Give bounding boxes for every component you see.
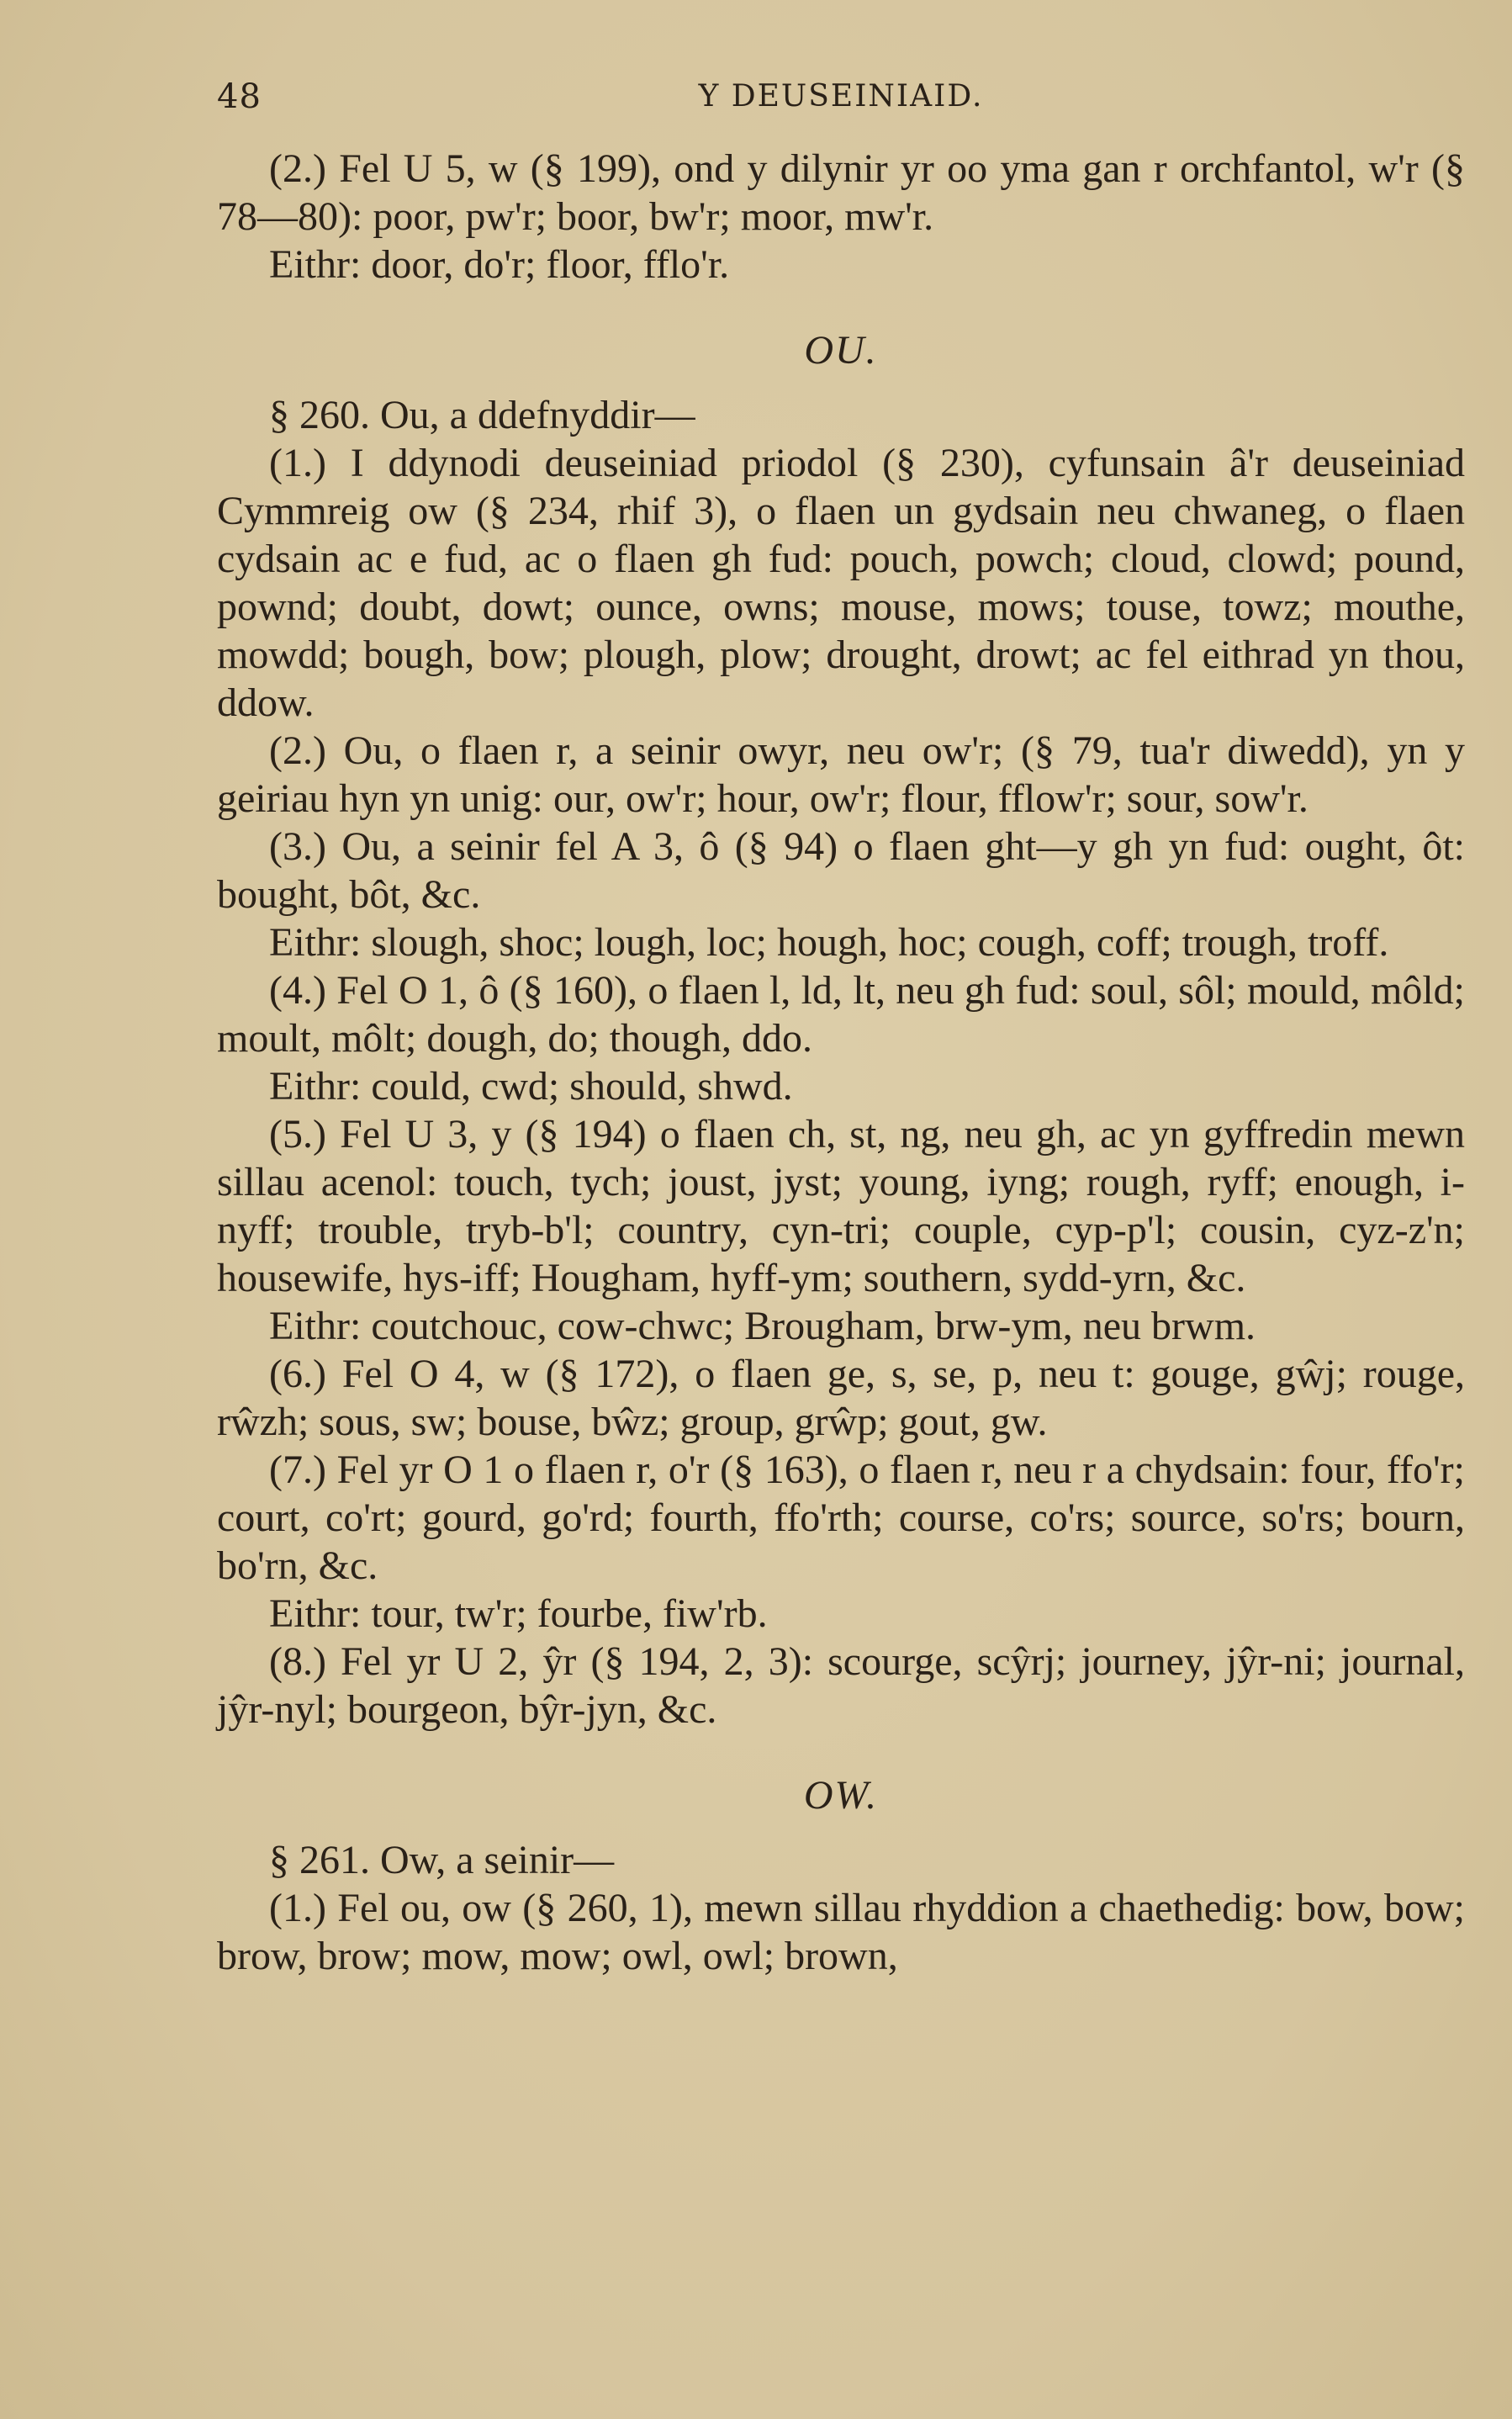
paragraph: (6.) Fel O 4, w (§ 172), o flaen ge, s, se, p, neu t: gouge, gŵj; rouge, rŵzh; sous, sw; bouse, bŵz; group, grŵp; gout, gw. xyxy=(217,1352,1465,1444)
paragraph: (1.) Fel ou, ow (§ 260, 1), mewn sillau rhyddion a chaethedig: bow, bow; brow, brow; mow, mow; owl, owl; brown, xyxy=(217,1886,1465,1978)
paragraph: Eithr: tour, tw'r; fourbe, fiw'rb. xyxy=(269,1591,768,1636)
paragraph: (2.) Ou, o flaen r, a seinir owyr, neu ow'r; (§ 79, tua'r diwedd), yn y geiriau hyn yn unig: our, ow'r; hour, ow'r; flour, fflow'r; sour, sow'r. xyxy=(217,728,1465,821)
paragraph: (5.) Fel U 3, y (§ 194) o flaen ch, st, ng, neu gh, ac yn gyffredin mewn sillau acenol: touch, tych; joust, jyst; young, iyng; rough, ryff; enough, i-nyff; trouble, tryb-b'l; country, cyn-tri; couple, cyp-p'l; cousin, cyz-z'n; housewife, hys-iff; Hougham, hyff-ym; southern, sydd-yrn, &c. xyxy=(217,1112,1465,1300)
paragraph: (7.) Fel yr O 1 o flaen r, o'r (§ 163), o flaen r, neu r a chydsain: four, ffo'r; court, co'rt; gourd, go'rd; fourth, ffo'rth; course, co'rs; source, so'rs; bourn, bo'rn, &c. xyxy=(217,1448,1465,1588)
paragraph: (4.) Fel O 1, ô (§ 160), o flaen l, ld, lt, neu gh fud: soul, sôl; mould, môld; moult, môlt; dough, do; though, ddo. xyxy=(217,968,1465,1061)
section-title-260: § 260. Ou, a ddefnyddir— xyxy=(269,393,695,437)
paragraph: (2.) Fel U 5, w (§ 199), ond y dilynir yr oo yma gan r orchfantol, w'r (§ 78—80): poor, pw'r; boor, bw'r; moor, mw'r. xyxy=(217,146,1465,239)
page-body xyxy=(217,145,1465,1980)
paragraph: Eithr: could, cwd; should, shwd. xyxy=(269,1064,793,1109)
paragraph: Eithr: door, do'r; floor, fflo'r. xyxy=(269,242,730,287)
section-title-261: § 261. Ow, a seinir— xyxy=(269,1838,615,1882)
paragraph: (1.) I ddynodi deuseiniad priodol (§ 230), cyfunsain â'r deuseiniad Cymmreig ow (§ 234, rhif 3), o flaen un gydsain neu chwaneg, o flaen cydsain ac e fud, ac o flaen gh fud: pouch, powch; cloud, clowd; pound, pownd; doubt, dowt; ounce, owns; mouse, mows; touse, towz; mouthe, mowdd; bough, bow; plough, plow; drought, drowt; ac fel eithrad yn thou, ddow. xyxy=(217,441,1465,725)
paragraph: Eithr: coutchouc, cow-chwc; Brougham, brw-ym, neu brwm. xyxy=(269,1304,1256,1348)
paragraph: Eithr: slough, shoc; lough, loc; hough, hoc; cough, coff; trough, troff. xyxy=(269,920,1389,965)
running-title: Y DEUSEINIAID. xyxy=(698,79,984,114)
section-heading-ow: OW. xyxy=(803,1773,879,1818)
paragraph: (3.) Ou, a seinir fel A 3, ô (§ 94) o flaen ght—y gh yn fud: ought, ôt: bought, bôt, &c. xyxy=(217,824,1465,917)
page-number: 48 xyxy=(217,77,262,116)
paragraph: (8.) Fel yr U 2, ŷr (§ 194, 2, 3): scourge, scŷrj; journey, jŷr-ni; journal, jŷr-nyl; bourgeon, bŷr-jyn, &c. xyxy=(217,1639,1465,1732)
section-heading-ou: OU. xyxy=(804,328,878,373)
